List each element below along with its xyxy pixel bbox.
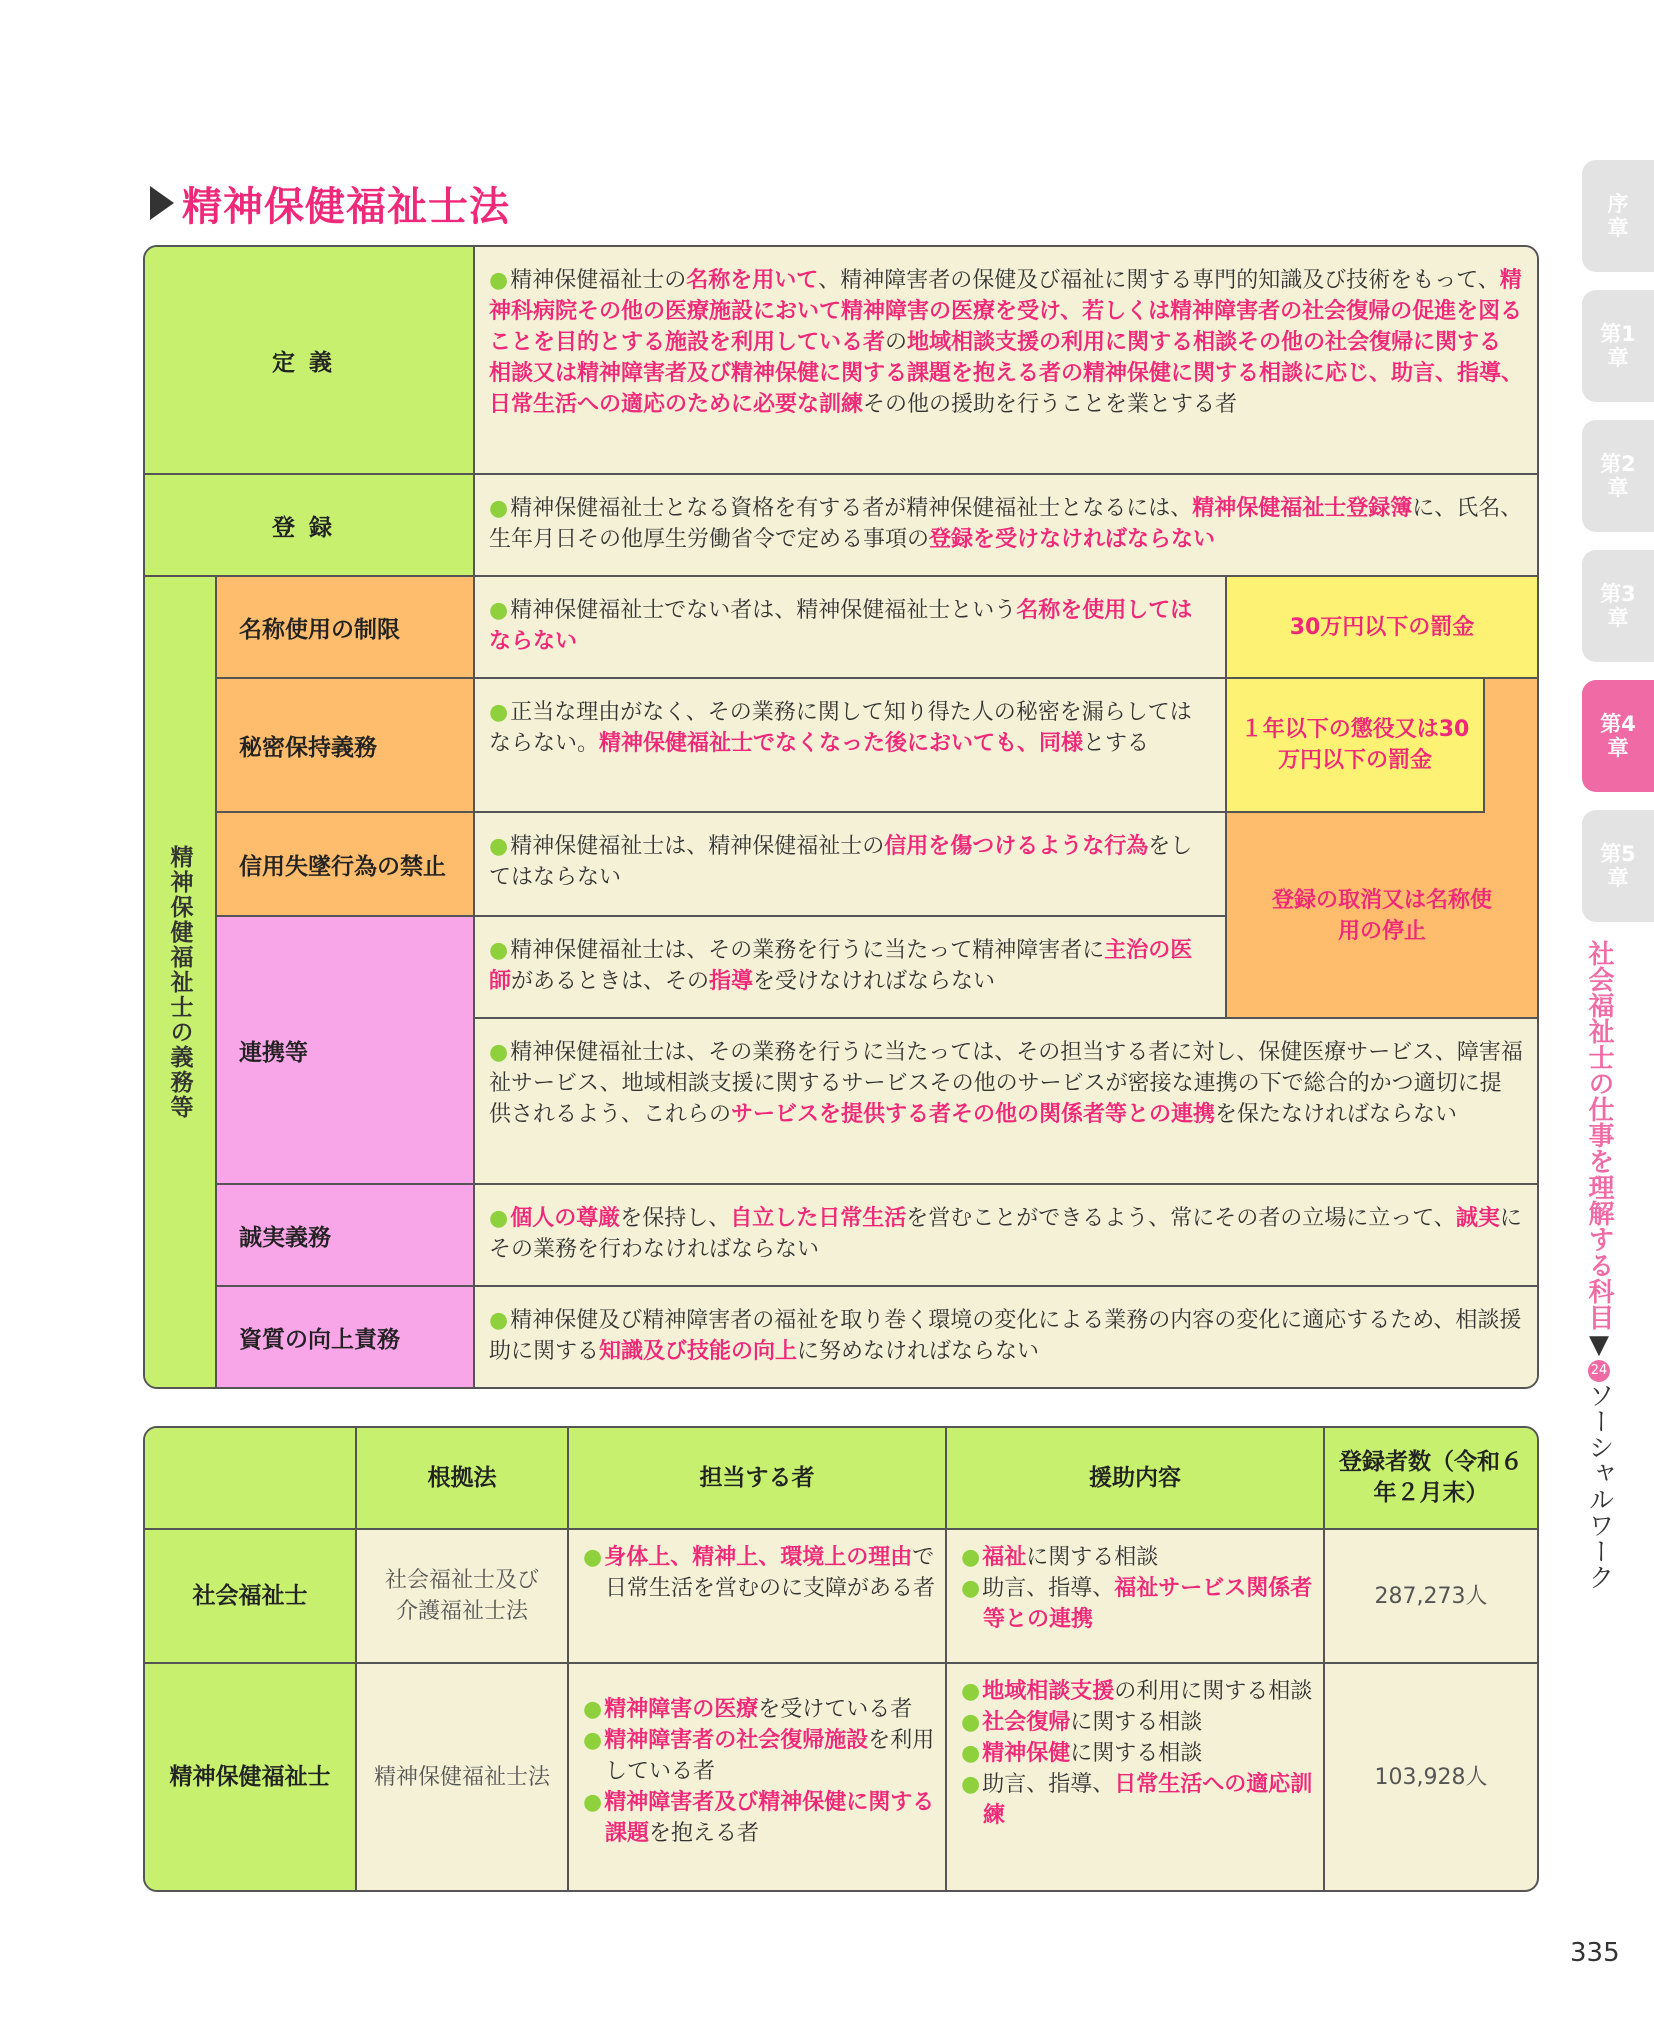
- section-title-text: 精神保健福祉士法: [182, 183, 510, 230]
- body-text-segment: を保持し、: [620, 1206, 731, 1231]
- tab-intro[interactable]: [1582, 160, 1654, 272]
- tab-chapter-5[interactable]: [1582, 810, 1654, 922]
- row-law-social-worker: 社会福祉士及び介護福祉士法: [357, 1530, 569, 1664]
- body-text-segment: 、精神障害者の保健及び福祉に関する専門的知識及び技術をもって、: [818, 268, 1500, 293]
- triangle-marker-icon: [150, 186, 174, 220]
- bullet-icon: ●: [489, 1040, 509, 1065]
- duty-text-improvement: [475, 1287, 1537, 1387]
- duty-text-confidentiality: [475, 679, 1227, 813]
- body-text-segment: があるときは、その: [511, 969, 710, 994]
- highlight-text: 福祉サービス関係者等との連携: [983, 1576, 1313, 1632]
- bullet-icon: ●: [961, 1741, 981, 1766]
- highlight-text: 精神障害の医療: [604, 1697, 759, 1722]
- bullet-icon: ●: [961, 1710, 981, 1735]
- penalty-fine: 30万円以下の罰金: [1227, 577, 1537, 679]
- highlight-text: 精神保健福祉士登録簿: [1192, 496, 1413, 521]
- body-text-segment: で日常生活を営むのに支障がある者: [605, 1545, 936, 1601]
- list-item: [961, 1676, 1313, 1707]
- highlight-text: 精神障害者及び精神保健に関する課題: [604, 1790, 935, 1846]
- body-text-segment: 助言、指導、: [982, 1772, 1115, 1797]
- bullet-icon: ●: [489, 834, 509, 859]
- body-text-segment: を保たなければならない: [1215, 1102, 1458, 1127]
- penalty-revocation: 登録の取消又は名称使用の停止: [1271, 888, 1492, 944]
- highlight-text: 精神科病院その他の医療施設において精神障害の医療を受け、若しくは精神障害者の社会復帰の促進を図ることを目的とする施設を利用している者: [489, 268, 1523, 355]
- bullet-icon: ●: [489, 938, 509, 963]
- duty-text-cooperation: [475, 1019, 1537, 1185]
- list-item: [961, 1707, 1313, 1738]
- highlight-text: 主治の医師: [489, 938, 1193, 994]
- section-title: [150, 175, 510, 231]
- bullet-icon: ●: [961, 1576, 981, 1601]
- tab-chapter-4-label: 第4: [1600, 712, 1636, 736]
- duty-label-improvement: 資質の向上責務: [217, 1287, 475, 1387]
- list-item: [961, 1573, 1313, 1635]
- list-item: [583, 1787, 935, 1849]
- highlight-text: 精神保健: [982, 1741, 1071, 1766]
- body-text-segment: 助言、指導、: [982, 1576, 1115, 1601]
- body-text-segment: をしてはならない: [489, 834, 1193, 890]
- list-item: [583, 1725, 935, 1787]
- duties-label: 精神保健福祉士の義務等: [145, 577, 217, 1387]
- highlight-text: 福祉: [982, 1545, 1027, 1570]
- body-text-segment: を営むことができるよう、常にその者の立場に立って、: [906, 1206, 1456, 1231]
- highlight-text: 地域相談支援の利用に関する相談その他の社会復帰に関する相談又は精神障害者及び精神保健に関する課題を抱える者の精神保健に関する相談に応じ、助言、指導、日常生活への適応のために必要な訓練: [489, 330, 1524, 417]
- header-content: 援助内容: [947, 1428, 1325, 1530]
- side-arrow-icon: ▼: [1584, 1330, 1614, 1360]
- highlight-text: 日常生活への適応訓練: [983, 1772, 1313, 1828]
- body-text-segment: に努めなければならない: [797, 1339, 1040, 1364]
- list-item: [961, 1738, 1313, 1769]
- body-text-segment: の: [885, 330, 908, 355]
- highlight-text: 名称を用いて: [686, 268, 819, 293]
- tab-chapter-4-suffix: 章: [1607, 736, 1629, 760]
- tab-chapter-2-suffix: 章: [1607, 476, 1629, 500]
- tab-chapter-4[interactable]: [1582, 680, 1654, 792]
- highlight-text: 知識及び技能の向上: [599, 1339, 798, 1364]
- bullet-icon: ●: [489, 496, 509, 521]
- penalty-imprisonment: １年以下の懲役又は30万円以下の罰金: [1227, 679, 1485, 813]
- list-item: [583, 1694, 935, 1725]
- body-text-segment: 精神保健福祉士でない者は、精神保健福祉士という: [510, 598, 1017, 623]
- tab-chapter-2-label: 第2: [1600, 452, 1636, 476]
- row-persons-social-worker: [569, 1530, 947, 1664]
- header-persons: 担当する者: [569, 1428, 947, 1530]
- row-count-social-worker: 287,273人: [1325, 1530, 1537, 1664]
- list-item: [961, 1542, 1313, 1573]
- body-text-segment: を受けている者: [758, 1697, 913, 1722]
- highlight-text: 身体上、精神上、環境上の理由: [604, 1545, 913, 1570]
- body-text-segment: 精神保健福祉士は、精神保健福祉士の: [510, 834, 885, 859]
- tab-intro-suffix: 章: [1607, 216, 1629, 240]
- highlight-text: 指導: [709, 969, 754, 994]
- highlight-text: 精神保健福祉士でなくなった後においても、同様: [599, 731, 1084, 756]
- duty-label-credibility: 信用失墜行為の禁止: [217, 813, 475, 917]
- body-text-segment: に関する相談: [1070, 1710, 1203, 1735]
- body-text-segment: 精神保健福祉士は、その業務を行うに当たって精神障害者に: [510, 938, 1105, 963]
- body-text-segment: に関する相談: [1026, 1545, 1159, 1570]
- duty-text-credibility: [475, 813, 1227, 917]
- duty-text-doctor-guidance: [475, 917, 1227, 1019]
- highlight-text: 信用を傷つけるような行為: [884, 834, 1149, 859]
- page-number: 335: [1570, 1938, 1620, 1968]
- bullet-icon: ●: [583, 1790, 603, 1815]
- body-text-segment: に関する相談: [1070, 1741, 1203, 1766]
- tab-chapter-1-label: 第1: [1600, 322, 1636, 346]
- body-text-segment: に、氏名、生年月日その他厚生労働省令で定める事項の: [489, 496, 1523, 552]
- law-summary-table: [143, 245, 1539, 1389]
- row-law-psychiatric-social-worker: 精神保健福祉士法: [357, 1664, 569, 1890]
- body-text-segment: を利用している者: [605, 1728, 935, 1784]
- definition-label: 定義: [145, 247, 475, 475]
- tab-chapter-5-label: 第5: [1600, 842, 1636, 866]
- bullet-icon: ●: [489, 268, 509, 293]
- bullet-icon: ●: [583, 1545, 603, 1570]
- side-subject-label: [1580, 940, 1616, 1590]
- tab-chapter-3-label: 第3: [1600, 582, 1636, 606]
- bullet-icon: ●: [583, 1728, 603, 1753]
- highlight-text: 精神障害者の社会復帰施設: [604, 1728, 869, 1753]
- side-number-badge: 24: [1588, 1360, 1610, 1382]
- body-text-segment: 正当な理由がなく、その業務に関して知り得た人の秘密を漏らしてはならない。: [489, 700, 1192, 756]
- bullet-icon: ●: [961, 1545, 981, 1570]
- tab-chapter-1-suffix: 章: [1607, 346, 1629, 370]
- bullet-icon: ●: [583, 1697, 603, 1722]
- bullet-icon: ●: [489, 1206, 509, 1231]
- registration-label: 登録: [145, 475, 475, 577]
- body-text-segment: その他の援助を行うことを業とする者: [863, 392, 1238, 417]
- body-text-segment: を受けなければならない: [753, 969, 996, 994]
- header-blank: [145, 1428, 357, 1530]
- row-count-psychiatric-social-worker: 103,928人: [1374, 1764, 1488, 1790]
- list-item: [961, 1769, 1313, 1831]
- tab-chapter-3-suffix: 章: [1607, 606, 1629, 630]
- duty-label-sincerity: 誠実義務: [217, 1185, 475, 1287]
- tab-chapter-5-suffix: 章: [1607, 866, 1629, 890]
- highlight-text: 地域相談支援: [982, 1679, 1115, 1704]
- row-content-psychiatric-social-worker: [947, 1664, 1325, 1890]
- tab-intro-label: 序: [1607, 192, 1629, 216]
- tab-chapter-3[interactable]: [1582, 550, 1654, 662]
- body-text-segment: にその業務を行わなければならない: [489, 1206, 1522, 1262]
- tab-chapter-2[interactable]: [1582, 420, 1654, 532]
- bullet-icon: ●: [489, 598, 509, 623]
- bullet-icon: ●: [489, 700, 509, 725]
- side-subject-name: ソーシャルワーク: [1584, 1382, 1614, 1590]
- body-text-segment: 精神保健及び精神障害者の福祉を取り巻く環境の変化による業務の内容の変化に適応するため、相談援助に関する: [489, 1308, 1522, 1364]
- body-text-segment: 精神保健福祉士の: [510, 268, 687, 293]
- row-name-social-worker: 社会福祉士: [145, 1530, 357, 1664]
- header-count: 登録者数（令和６年２月末）: [1325, 1428, 1537, 1530]
- comparison-table: [143, 1426, 1539, 1892]
- row-content-social-worker: [947, 1530, 1325, 1664]
- body-text-segment: とする: [1083, 731, 1150, 756]
- body-text-segment: 精神保健福祉士となる資格を有する者が精神保健福祉士となるには、: [510, 496, 1193, 521]
- body-text-segment: を抱える者: [649, 1821, 760, 1846]
- tab-chapter-1[interactable]: [1582, 290, 1654, 402]
- duty-label-name-restriction: 名称使用の制限: [217, 577, 475, 679]
- row-persons-psychiatric-social-worker: [569, 1664, 947, 1890]
- highlight-text: 個人の尊厳: [510, 1206, 621, 1231]
- bullet-icon: ●: [961, 1679, 981, 1704]
- header-law: 根拠法: [357, 1428, 569, 1530]
- body-text-segment: の利用に関する相談: [1114, 1679, 1313, 1704]
- duty-label-confidentiality: 秘密保持義務: [217, 679, 475, 813]
- bullet-icon: ●: [489, 1308, 509, 1333]
- row-name-psychiatric-social-worker: 精神保健福祉士: [145, 1664, 357, 1890]
- highlight-text: 社会復帰: [982, 1710, 1071, 1735]
- highlight-text: 自立した日常生活: [730, 1206, 907, 1231]
- duty-text-sincerity: [475, 1185, 1537, 1287]
- list-item: [583, 1542, 935, 1604]
- bullet-icon: ●: [961, 1772, 981, 1797]
- duty-label-cooperation: 連携等: [217, 917, 475, 1185]
- highlight-text: 登録を受けなければならない: [929, 527, 1216, 552]
- highlight-text: サービスを提供する者その他の関係者等との連携: [731, 1102, 1216, 1127]
- duty-text-name-restriction: [475, 577, 1227, 679]
- body-text-segment: 精神保健福祉士は、その業務を行うに当たっては、その担当する者に対し、保健医療サービス、障害福祉サービス、地域相談支援に関するサービスその他のサービスが密接な連携の下で総合的かつ適切に提供されるよう、これらの: [489, 1040, 1523, 1127]
- highlight-text: 名称を使用してはならない: [489, 598, 1193, 654]
- highlight-text: 誠実: [1455, 1206, 1500, 1231]
- registration-text: [475, 475, 1537, 577]
- side-subject: 社会福祉士の仕事を理解する科目: [1584, 940, 1614, 1330]
- definition-text: [475, 247, 1537, 475]
